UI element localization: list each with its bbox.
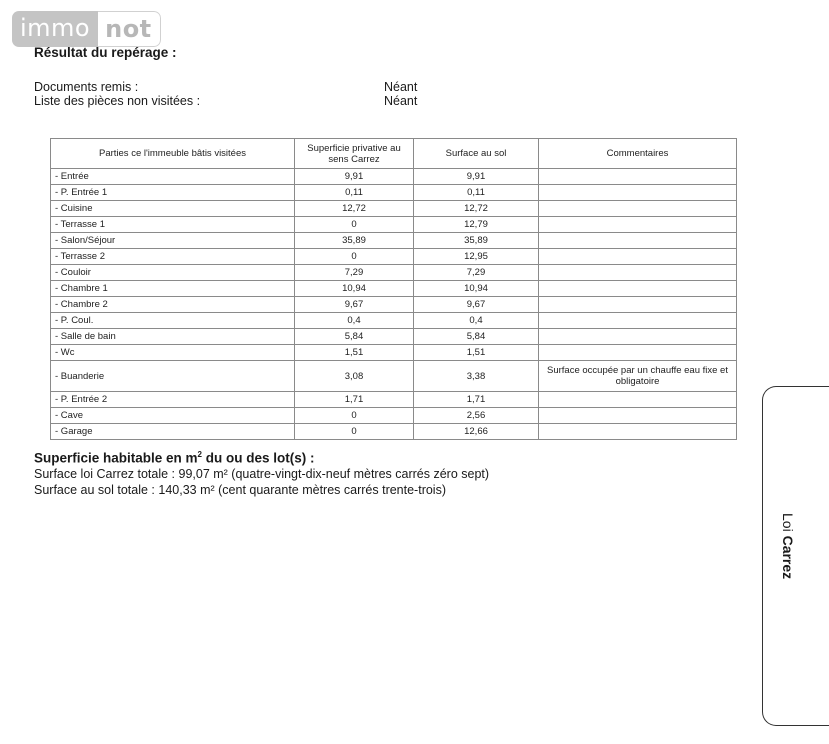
cell-sol: 12,66 (414, 424, 539, 440)
cell-comment (539, 185, 737, 201)
side-tab-label-part-1: Loi (780, 513, 796, 536)
table-row (51, 345, 737, 361)
cell-carrez: 0,4 (295, 313, 414, 329)
cell-carrez: 0 (295, 408, 414, 424)
table-row (51, 329, 737, 345)
side-tab-label (780, 513, 796, 643)
cell-sol: 10,94 (414, 281, 539, 297)
cell-carrez: 9,91 (295, 169, 414, 185)
table-header-row (51, 139, 737, 169)
cell-part: - Couloir (51, 265, 295, 281)
cell-comment (539, 424, 737, 440)
cell-carrez: 9,67 (295, 297, 414, 313)
cell-comment (539, 201, 737, 217)
cell-sol: 7,29 (414, 265, 539, 281)
cell-comment (539, 392, 737, 408)
cell-part: - Entrée (51, 169, 295, 185)
cell-part: - P. Entrée 1 (51, 185, 295, 201)
cell-part: - P. Entrée 2 (51, 392, 295, 408)
table-row (51, 265, 737, 281)
cell-comment: Surface occupée par un chauffe eau fixe et obligatoire (539, 361, 737, 392)
header-parts: Parties ce l'immeuble bâtis visitées (51, 139, 295, 169)
summary-carrez-line: Surface loi Carrez totale : 99,07 m² (quatre-vingt-dix-neuf mètres carrés zéro sept) (34, 467, 490, 481)
cell-sol: 1,71 (414, 392, 539, 408)
cell-carrez: 3,08 (295, 361, 414, 392)
header-carrez: Superficie privative au sens Carrez (295, 139, 414, 169)
table-row (51, 249, 737, 265)
cell-carrez: 7,29 (295, 265, 414, 281)
surface-table (50, 138, 737, 440)
table-row (51, 408, 737, 424)
cell-carrez: 0,11 (295, 185, 414, 201)
cell-sol: 0,11 (414, 185, 539, 201)
cell-sol: 1,51 (414, 345, 539, 361)
cell-part: - Terrasse 1 (51, 217, 295, 233)
header-sol: Surface au sol (414, 139, 539, 169)
cell-comment (539, 233, 737, 249)
table-row (51, 281, 737, 297)
table-row (51, 201, 737, 217)
watermark-part-2: not (98, 11, 161, 47)
table-row (51, 297, 737, 313)
rooms-not-visited-label: Liste des pièces non visitées : (34, 94, 201, 108)
documents-label: Documents remis : (34, 80, 139, 94)
cell-sol: 0,4 (414, 313, 539, 329)
cell-comment (539, 345, 737, 361)
cell-sol: 3,38 (414, 361, 539, 392)
cell-part: - Garage (51, 424, 295, 440)
cell-part: - P. Coul. (51, 313, 295, 329)
summary-title-pre: Superficie habitable en m (34, 450, 198, 466)
table-row (51, 217, 737, 233)
side-tab-label-part-2: Carrez (780, 535, 796, 580)
summary-title-sup: 2 (197, 450, 202, 459)
cell-comment (539, 265, 737, 281)
cell-comment (539, 281, 737, 297)
cell-comment (539, 408, 737, 424)
table-row (51, 392, 737, 408)
cell-comment (539, 249, 737, 265)
cell-comment (539, 217, 737, 233)
cell-part: - Buanderie (51, 361, 295, 392)
table-row (51, 313, 737, 329)
summary-title (34, 450, 315, 466)
cell-sol: 12,72 (414, 201, 539, 217)
cell-carrez: 5,84 (295, 329, 414, 345)
documents-value: Néant (384, 80, 418, 94)
watermark-part-1: immo (12, 11, 98, 47)
cell-sol: 35,89 (414, 233, 539, 249)
cell-sol: 9,91 (414, 169, 539, 185)
cell-comment (539, 329, 737, 345)
cell-carrez: 0 (295, 424, 414, 440)
watermark-logo (12, 11, 161, 47)
cell-part: - Wc (51, 345, 295, 361)
cell-sol: 9,67 (414, 297, 539, 313)
table-row (51, 361, 737, 392)
cell-sol: 12,95 (414, 249, 539, 265)
cell-carrez: 35,89 (295, 233, 414, 249)
cell-part: - Chambre 2 (51, 297, 295, 313)
cell-part: - Cave (51, 408, 295, 424)
cell-carrez: 0 (295, 249, 414, 265)
table-row (51, 233, 737, 249)
header-comments: Commentaires (539, 139, 737, 169)
cell-comment (539, 313, 737, 329)
cell-part: - Chambre 1 (51, 281, 295, 297)
cell-comment (539, 169, 737, 185)
cell-part: - Terrasse 2 (51, 249, 295, 265)
cell-part: - Cuisine (51, 201, 295, 217)
table-row (51, 424, 737, 440)
rooms-not-visited-value: Néant (384, 94, 418, 108)
cell-part: - Salon/Séjour (51, 233, 295, 249)
cell-carrez: 1,71 (295, 392, 414, 408)
cell-sol: 12,79 (414, 217, 539, 233)
cell-carrez: 12,72 (295, 201, 414, 217)
cell-part: - Salle de bain (51, 329, 295, 345)
cell-comment (539, 297, 737, 313)
section-title: Résultat du repérage : (34, 45, 177, 60)
table-row (51, 185, 737, 201)
cell-sol: 2,56 (414, 408, 539, 424)
summary-title-post: du ou des lot(s) : (202, 450, 315, 466)
cell-carrez: 0 (295, 217, 414, 233)
cell-carrez: 10,94 (295, 281, 414, 297)
table-row (51, 169, 737, 185)
cell-sol: 5,84 (414, 329, 539, 345)
cell-carrez: 1,51 (295, 345, 414, 361)
summary-sol-line: Surface au sol totale : 140,33 m² (cent quarante mètres carrés trente-trois) (34, 483, 446, 497)
